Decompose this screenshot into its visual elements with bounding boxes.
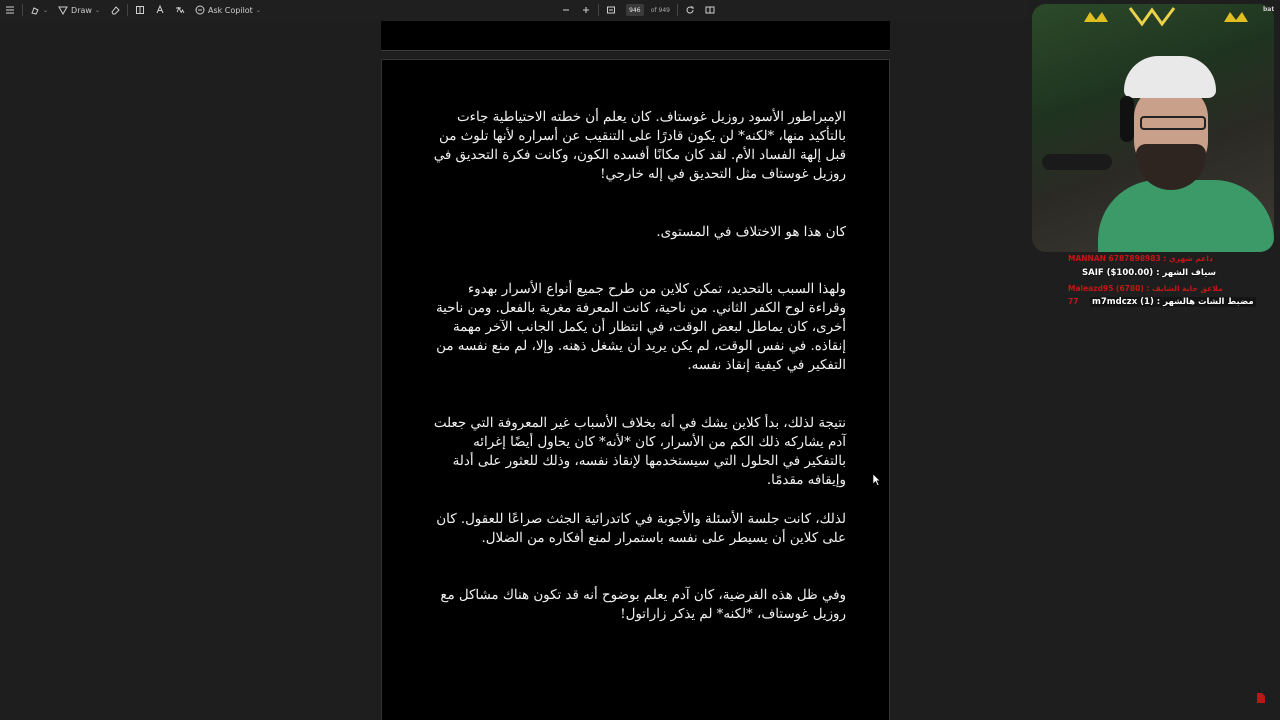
fit-page-button[interactable] xyxy=(601,0,621,20)
overlay-red-fragment: 77 xyxy=(1068,297,1079,306)
toolbar-divider xyxy=(22,4,23,16)
minus-icon xyxy=(561,5,571,15)
microphone xyxy=(1042,154,1112,170)
overlay-corner-text: bat xyxy=(1263,6,1275,13)
person-hoodie xyxy=(1098,180,1274,252)
zoom-in-button[interactable] xyxy=(576,0,596,20)
paragraph: نتيجة لذلك، بدأ كلاين يشك في أنه بخلاف الأسباب غير المعروفة التي جعلت آدم يشاركه ذلك الكم من الأسرار، كان *لأنه* كان يحاول أيضًا إغرائه بالتفكير في الحلول التي سيستخدمها لإنقاذ نفسه، وذلك للعثور على أدلة وإيقافه مقدمًا. xyxy=(433,416,846,488)
paragraph: لذلك، كانت جلسة الأسئلة والأجوبة في كاتدرائية الجثث صراعًا للعقول. كان على كلاين أن يسيطر على نفسه باستمرار لمنع أفكاره من الضلال. xyxy=(436,512,846,546)
paragraph: وفي ظل هذه الفرضية، كان آدم يعلم بوضوح أنه قد تكون هناك مشاكل مع روزيل غوستاف، *لكنه* لم يذكر زاراتول! xyxy=(440,588,846,622)
highlighter-icon xyxy=(30,5,40,15)
glasses xyxy=(1140,116,1206,130)
previous-page xyxy=(381,21,890,51)
chevron-down-icon: ⌄ xyxy=(255,6,261,14)
page-layout-button[interactable] xyxy=(700,0,720,20)
overlay-chat-moderator: m7mdczx (1) : مضبط الشات هالشهر xyxy=(1092,297,1254,307)
paragraph: ولهذا السبب بالتحديد، تمكن كلاين من طرح جميع أنواع الأسرار بهدوء وقراءة لوح الكفر الثاني. من ناحية، كانت المعرفة مغرية بالفعل. ومن ناحية أخرى، كان يماطل لبعض الوقت، في انتظار أن يكمل الجانب الآخر مهمة إنقاذه. في نفس الوقت، لم يكن يريد أن يشغل ذهنه. وإلا، لم منع نفسه من التفكير في كيفية إنقاذ نفسه. xyxy=(435,282,846,373)
chevron-down-icon: ⌄ xyxy=(43,6,49,14)
draw-button[interactable] xyxy=(53,0,105,20)
pdf-page xyxy=(381,59,890,720)
toolbar-divider xyxy=(127,4,128,16)
translate-button[interactable] xyxy=(170,0,190,20)
zoom-out-button[interactable] xyxy=(556,0,576,20)
rotate-icon xyxy=(685,5,695,15)
read-aloud-icon xyxy=(155,5,165,15)
page-total: of 949 xyxy=(650,6,671,14)
read-aloud-button[interactable] xyxy=(150,0,170,20)
paragraph: كان هذا هو الاختلاف في المستوى. xyxy=(656,225,846,240)
page-view-icon xyxy=(135,5,145,15)
list-icon xyxy=(5,5,15,15)
view-button[interactable] xyxy=(130,0,150,20)
pdf-icon xyxy=(1256,692,1266,704)
toolbar-divider xyxy=(677,4,678,16)
translate-icon xyxy=(175,5,185,15)
draw-label: Draw xyxy=(71,5,92,15)
highlight-button[interactable] xyxy=(25,0,53,20)
plus-icon xyxy=(581,5,591,15)
eraser-icon xyxy=(110,5,120,15)
fit-page-icon xyxy=(606,5,616,15)
ask-copilot-label: Ask Copilot xyxy=(207,5,253,15)
webcam-feed xyxy=(1032,4,1274,252)
overlay-top-spoons: Maleazd95 (6780) : ملاعق جاية الشايف xyxy=(1068,284,1223,293)
overlay-top-donor: SAIF ($100.00) : سياف الشهر xyxy=(1082,268,1216,278)
toolbar-divider xyxy=(598,4,599,16)
contents-button[interactable] xyxy=(0,0,20,20)
draw-icon xyxy=(58,5,68,15)
ask-copilot-button[interactable] xyxy=(190,0,266,20)
white-cap xyxy=(1124,56,1216,98)
two-pages-icon xyxy=(705,5,715,15)
pdf-toolbar xyxy=(0,0,1030,20)
headset xyxy=(1120,96,1134,142)
rotate-button[interactable] xyxy=(680,0,700,20)
paragraph: الإمبراطور الأسود روزيل غوستاف. كان يعلم أن خطته الاحتياطية جاءت بالتأكيد منها، *لكنه* لن يكون قادرًا على التنقيب عن أسراره لأنها تلوث من قبل إلهة الفساد الأم. لقد كان مكانًا أفسده الكون، وكانت فكرة التحديق في روزيل غوستاف مثل التحديق في إله خارجي! xyxy=(433,110,846,182)
page-navigation xyxy=(621,0,675,20)
mouse-cursor-icon xyxy=(873,474,881,486)
overlay-monthly-supporter: MANNAN 6787898983 : داعم شهري xyxy=(1068,254,1213,263)
eraser-button[interactable] xyxy=(105,0,125,20)
crown-decoration-icon xyxy=(1032,4,1274,30)
page-number-input[interactable]: 946 xyxy=(626,4,644,16)
copilot-icon xyxy=(195,5,205,15)
chevron-down-icon: ⌄ xyxy=(94,6,100,14)
